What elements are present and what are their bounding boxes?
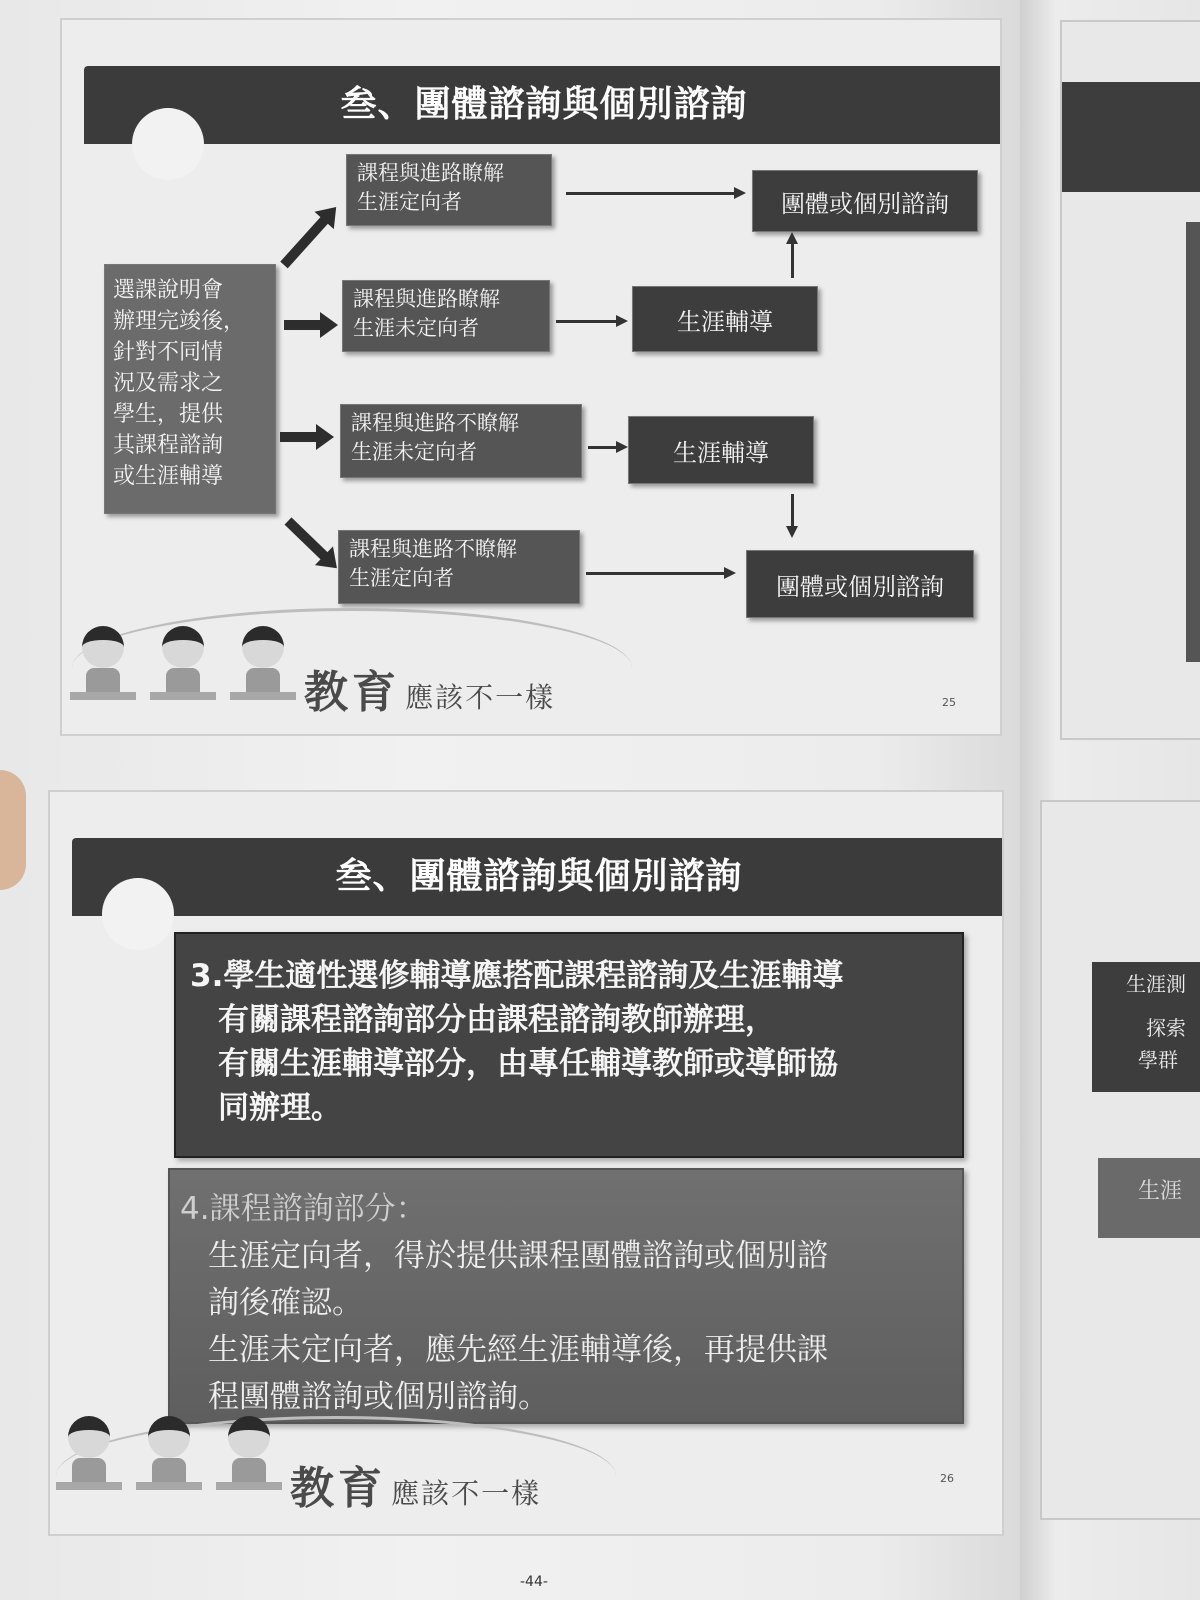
right-fragment: 生涯測 bbox=[1126, 972, 1186, 996]
right-slide-bottom bbox=[1040, 800, 1200, 1520]
kid-figure bbox=[150, 626, 216, 704]
arrow-to-branch-3 bbox=[280, 432, 318, 442]
slide-number: 25 bbox=[942, 696, 956, 709]
arrow-guidance-to-outcome bbox=[791, 242, 794, 278]
source-line: 辦理完竣後， bbox=[113, 309, 246, 334]
page-number: -44- bbox=[520, 1574, 548, 1590]
point-3-line: 同辦理。 bbox=[218, 1090, 342, 1126]
arrow-branch1-to-outcome bbox=[566, 192, 736, 195]
right-fragment-gray: 生涯 bbox=[1098, 1158, 1200, 1238]
kid-figure bbox=[70, 626, 136, 704]
slogan-small: 應該不一樣 bbox=[405, 681, 556, 714]
slide-25 bbox=[60, 18, 1002, 736]
right-slide-top bbox=[1060, 20, 1200, 740]
kids-illustration bbox=[70, 626, 296, 704]
book-page-right bbox=[1020, 0, 1200, 1600]
point-4-line: 程團體諮詢或個別諮詢。 bbox=[208, 1379, 549, 1415]
point-4-line: 生涯未定向者，應先經生涯輔導後，再提供課 bbox=[208, 1332, 828, 1368]
thumb bbox=[0, 770, 26, 890]
title-decoration-circle bbox=[132, 108, 204, 180]
kid-figure bbox=[216, 1416, 282, 1494]
branch-line: 生涯未定向者 bbox=[351, 440, 477, 464]
slide-26 bbox=[48, 790, 1004, 1536]
source-box bbox=[104, 264, 276, 514]
kid-figure bbox=[56, 1416, 122, 1494]
arrow-branch2-to-guidance bbox=[556, 320, 618, 323]
slogan bbox=[304, 656, 555, 720]
branch-line: 生涯未定向者 bbox=[353, 316, 479, 340]
slogan-big: 教育 bbox=[290, 1463, 386, 1514]
source-line: 學生，提供 bbox=[113, 402, 224, 427]
right-fragment: 探索 bbox=[1146, 1016, 1186, 1040]
kid-figure bbox=[230, 626, 296, 704]
slogan-big: 教育 bbox=[304, 667, 400, 718]
slide-number: 26 bbox=[940, 1472, 954, 1485]
slogan-small: 應該不一樣 bbox=[391, 1477, 542, 1510]
point-3-panel bbox=[174, 932, 964, 1158]
arrow-guidance-to-outcome-bottom bbox=[791, 494, 794, 528]
source-line: 或生涯輔導 bbox=[113, 464, 224, 489]
slide-title: 叁、團體諮詢與個別諮詢 bbox=[84, 66, 1002, 144]
slogan bbox=[290, 1452, 541, 1516]
source-line: 況及需求之 bbox=[113, 371, 224, 396]
source-line: 其課程諮詢 bbox=[113, 433, 224, 458]
right-fragment-box bbox=[1092, 962, 1200, 1092]
guidance-box-1: 生涯輔導 bbox=[632, 286, 818, 352]
branch-line: 課程與進路瞭解 bbox=[357, 161, 504, 185]
arrow-branch3-to-guidance bbox=[588, 446, 618, 449]
branch-box-2 bbox=[342, 280, 550, 352]
point-3-line: 有關課程諮詢部分由課程諮詢教師辦理， bbox=[218, 1002, 776, 1038]
kid-figure bbox=[136, 1416, 202, 1494]
outcome-box-top: 團體或個別諮詢 bbox=[752, 170, 978, 232]
point-3-line: 有關生涯輔導部分，由專任輔導教師或導師協 bbox=[218, 1046, 838, 1082]
arrow-to-branch-1 bbox=[280, 216, 329, 269]
outcome-box-bottom: 團體或個別諮詢 bbox=[746, 550, 974, 618]
arrow-branch4-to-outcome bbox=[586, 572, 726, 575]
source-line: 選課說明會 bbox=[113, 278, 224, 303]
right-fragment: 學群 bbox=[1138, 1048, 1178, 1072]
guidance-box-2: 生涯輔導 bbox=[628, 416, 814, 484]
title-decoration-circle bbox=[102, 878, 174, 950]
branch-line: 生涯定向者 bbox=[357, 190, 462, 214]
slide-title: 叁、團體諮詢與個別諮詢 bbox=[72, 838, 1004, 916]
branch-line: 課程與進路瞭解 bbox=[353, 287, 500, 311]
branch-line: 課程與進路不瞭解 bbox=[349, 537, 517, 561]
arrow-to-branch-2 bbox=[284, 320, 322, 330]
kids-illustration bbox=[56, 1416, 282, 1494]
branch-box-1 bbox=[346, 154, 552, 226]
source-line: 針對不同情 bbox=[113, 340, 224, 365]
branch-line: 課程與進路不瞭解 bbox=[351, 411, 519, 435]
branch-line: 生涯定向者 bbox=[349, 566, 454, 590]
point-4-title: 4.課程諮詢部分： bbox=[180, 1191, 427, 1227]
point-4-line: 生涯定向者，得於提供課程團體諮詢或個別諮 bbox=[208, 1238, 828, 1274]
branch-box-4 bbox=[338, 530, 580, 604]
point-3-line: 3.學生適性選修輔導應搭配課程諮詢及生涯輔導 bbox=[190, 958, 844, 994]
point-4-line: 詢後確認。 bbox=[208, 1285, 363, 1321]
point-4-panel bbox=[168, 1168, 964, 1424]
arrow-to-branch-4 bbox=[285, 517, 329, 560]
branch-box-3 bbox=[340, 404, 582, 478]
